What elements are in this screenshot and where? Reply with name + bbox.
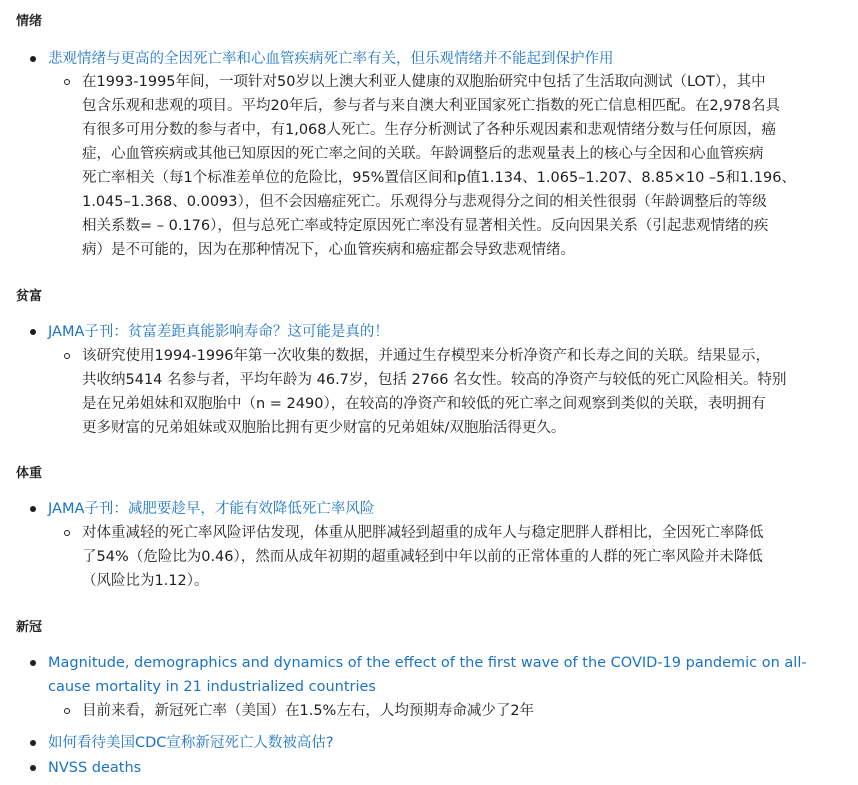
paragraph-line: 在1993-1995年间，一项针对50岁以上澳大利亚人健康的双胞胎研究中包括了生活取向测试（LOT），其中 — [82, 74, 766, 90]
bullet-disc — [30, 506, 36, 512]
bullet-disc — [30, 740, 36, 746]
bullet-circle — [64, 530, 70, 536]
paragraph-line: 共收纳5414 名参与者，平均年龄为 46.7岁，包括 2766 名女性。较高的净资产与较低的死亡风险相关。特别 — [82, 372, 787, 388]
bullet-disc — [30, 660, 36, 666]
bullet-circle — [64, 353, 70, 359]
link-nvss-deaths[interactable]: NVSS deaths — [48, 760, 142, 776]
bullet-disc — [30, 765, 36, 771]
paragraph-line: 有很多可用分数的参与者中，有1,068人死亡。生存分析测试了各种乐观因素和悲观情绪分数与任何原因，癌 — [82, 122, 777, 138]
paragraph-line: 1.045–1.368、0.0093），但不会因癌症死亡。乐观得分与悲观得分之间的相关性很弱（年龄调整后的等级 — [82, 194, 767, 210]
link-cdc-covid-deaths[interactable]: 如何看待美国CDC宣称新冠死亡人数被高估? — [48, 735, 334, 751]
link-jama-wealth-lifespan[interactable]: JAMA子刊：贫富差距真能影响寿命？这可能是真的！ — [48, 324, 389, 340]
paragraph-line: 更多财富的兄弟姐妹或双胞胎比拥有更少财富的兄弟姐妹/双胞胎活得更久。 — [82, 420, 566, 436]
paragraph-line: 了54%（危险比为0.46），然而从成年初期的超重减轻到中年以前的正常体重的人群的死亡率风险并未降低 — [82, 549, 763, 565]
paragraph-line: 是在兄弟姐妹和双胞胎中（n = 2490），在较高的净资产和较低的死亡率之间观察到类似的关联，表明拥有 — [82, 396, 766, 412]
paragraph-line: 目前来看，新冠死亡率（美国）在1.5%左右，人均预期寿命减少了2年 — [82, 703, 535, 719]
bullet-circle — [64, 79, 70, 85]
paragraph-line: 该研究使用1994-1996年第一次收集的数据，并通过生存模型来分析净资产和长寿之间的关联。结果显示， — [82, 348, 771, 364]
paragraph-line: 病）是不可能的，因为在那种情况下，心血管疾病和癌症都会导致悲观情绪。 — [82, 242, 575, 258]
paragraph-wealth-study — [82, 344, 842, 440]
paragraph-line: 症，心血管疾病或其他已知原因的死亡率之间的关联。年龄调整后的悲观量表上的核心与全因和心血管疾病 — [82, 146, 764, 162]
link-pessimism-mortality[interactable]: 悲观情绪与更高的全因死亡率和心血管疾病死亡率有关，但乐观情绪并不能起到保护作用 — [48, 51, 614, 67]
paragraph-line: 相关系数= – 0.176），但与总死亡率或特定原因死亡率没有显著相关性。反向因果关系（引起悲观情绪的疾 — [82, 218, 769, 234]
section-heading-emotion: 情绪 — [16, 14, 43, 29]
paragraph-line: 包含乐观和悲观的项目。平均20年后，参与者与来自澳大利亚国家死亡指数的死亡信息相匹配。在2,978名具 — [82, 98, 780, 114]
link-covid-mortality-paper[interactable] — [48, 651, 807, 699]
paragraph-weight-study — [82, 521, 842, 593]
link-line: Magnitude, demographics and dynamics of the effect of the first wave of the COVID-19 pandemic on all- — [48, 655, 807, 671]
link-line: cause mortality in 21 industrialized countries — [48, 679, 376, 695]
bullet-circle — [64, 708, 70, 714]
bullet-disc — [30, 329, 36, 335]
section-heading-covid: 新冠 — [16, 620, 43, 635]
paragraph-covid-note — [82, 699, 842, 723]
paragraph-line: 对体重减轻的死亡率风险评估发现，体重从肥胖减轻到超重的成年人与稳定肥胖人群相比，全因死亡率降低 — [82, 525, 764, 541]
bullet-disc — [30, 56, 36, 62]
link-jama-weight-loss[interactable]: JAMA子刊：减肥要趁早，才能有效降低死亡率风险 — [48, 501, 375, 517]
section-heading-wealth: 贫富 — [16, 289, 43, 304]
paragraph-emotion-study — [82, 70, 842, 262]
paragraph-line: 死亡率相关（每1个标准差单位的危险比，95%置信区间和p值1.134、1.065–1.207、8.85×10 –5和1.196、 — [82, 170, 796, 186]
section-heading-weight: 体重 — [16, 466, 43, 481]
paragraph-line: （风险比为1.12）。 — [82, 573, 209, 589]
